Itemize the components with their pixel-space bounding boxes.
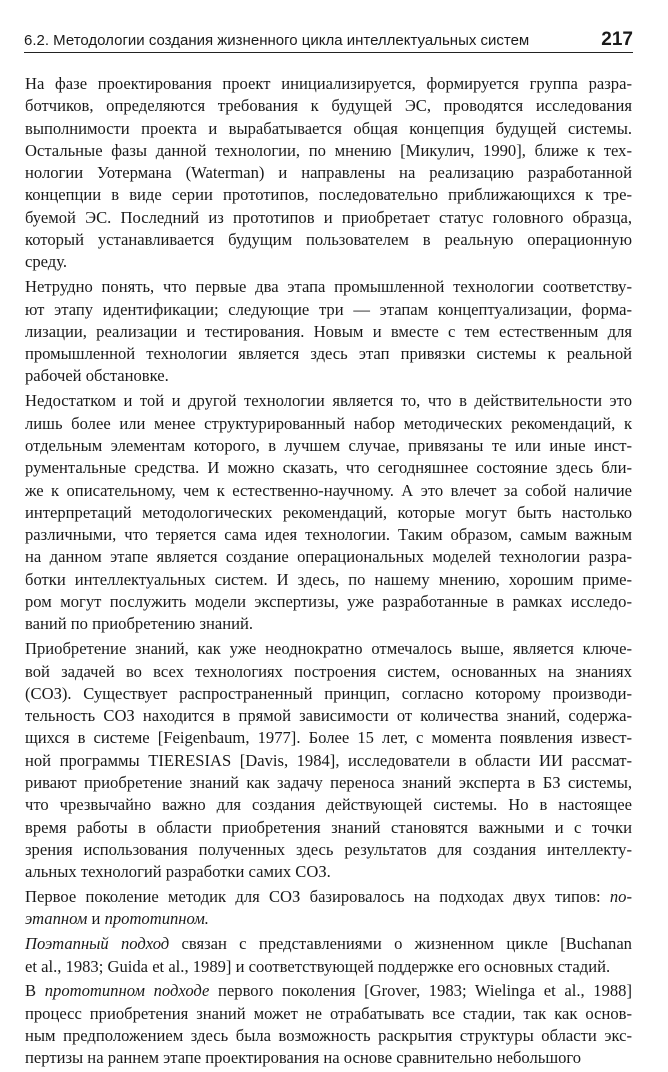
text-line: щихся в системе [Feigenbaum, 1977]. Более 15 лет, с момента появления извест- [25,728,632,748]
paragraph [25,276,632,387]
italic-term: прототипном. [104,909,209,929]
text-line: различными, что теряется сама идея технологии. Таким образом, самым важным [25,525,632,545]
text-line [25,933,632,955]
text-line: ваний по приобретению знаний. [25,614,254,634]
text-line: тельность СОЗ находится в прямой зависимости от количества знаний, содержа- [25,706,632,726]
text-line: ной программы TIERESIAS [Davis, 1984], исследователи в области ИИ рассмат- [25,750,632,770]
paragraph [25,638,632,883]
text-line: пертизы на раннем этапе проектирования на основе сравнительно небольшого [25,1048,582,1068]
text-segment: Первое поколение методик для СОЗ базировалось на подходах двух типов: [25,887,610,907]
text-line: вой задачей во всех технологиях построения систем, основанных на знаниях [25,661,632,681]
text-line: концепции в виде серии прототипов, последовательно приближающихся к тре- [25,185,632,205]
paragraph [25,933,632,978]
text-line [25,886,632,908]
text-segment: первого поколения [Grover, 1983; Wielinga et al., 1988] [209,981,632,1001]
italic-term: Поэтапный подход [25,934,170,954]
text-segment: В [25,981,45,1001]
paragraph [25,886,632,931]
text-line: ют этапу идентификации; следующие три — этапам концептуализации, форма- [25,299,632,319]
text-line: Приобретение знаний, как уже неоднократно отмечалось выше, является ключе- [25,639,632,659]
text-line: ботки интеллектуальных систем. И здесь, по нашему мнению, хорошим приме- [25,569,632,589]
text-line: же к описательному, чем к естественно-научному. А это влечет за собой наличие [25,480,632,500]
text-line: альных технологий разработки самих СОЗ. [25,862,331,882]
text-line: (СОЗ). Существует распространенный принцип, согласно которому производи- [25,683,632,703]
text-line: который устанавливается будущим пользователем в реальную операционную [25,230,632,250]
text-line: рументальные средства. И можно сказать, что сегодняшнее состояние здесь бли- [25,458,632,478]
text-line [25,908,632,930]
text-line: процесс приобретения знаний может не отрабатывать все стадии, так как основ- [25,1003,632,1023]
italic-term: этапном [25,909,88,929]
text-line: отдельным элементам которого, в лучшем случае, привязаны те или иные инст- [25,435,632,455]
text-line: среду. [25,252,68,272]
italic-term: по- [609,887,632,907]
running-title: 6.2. Методологии создания жизненного цикла интеллектуальных систем [24,32,530,49]
text-segment: и [87,909,105,929]
text-line: Недостатком и той и другой технологии является то, что в действительности это [25,391,632,411]
paragraph [25,390,632,635]
text-line: нологии Уотермана (Waterman) и направлены на реализацию разработанной [25,163,632,183]
text-line: промышленной технологии является здесь этап привязки системы к реальной [25,344,632,364]
text-line: Нетрудно понять, что первые два этапа промышленной технологии соответству- [25,277,632,297]
text-line: рабочей обстановке. [25,366,169,386]
text-line: et al., 1983; Guida et al., 1989] и соответствующей поддержке его основных стадий. [25,956,611,976]
text-line: лизации, реализации и тестирования. Новым и вместе с тем естественным для [25,321,632,341]
text-line: выполнимости проекта и вырабатывается общая концепция будущей системы. [25,118,632,138]
text-line: Остальные фазы данной технологии, по мнению [Микулич, 1990], ближе к тех- [25,140,632,160]
text-line: время работы в области приобретения знаний становятся важными и с точки [25,817,632,837]
text-line: ботчиков, определяются требования к будущей ЭС, проводятся исследования [25,96,632,116]
text-line: интерпретаций методологических рекомендаций, которые могут быть настолько [25,502,632,522]
text-line: лишь более или менее структурированный набор методических рекомендаций, к [25,413,632,433]
text-line: что чрезвычайно важно для создания действующей системы. Но в настоящее [25,795,632,815]
running-header [24,30,633,53]
text-line: ривают приобретение знаний как задачу переноса знаний эксперта в БЗ системы, [25,772,632,792]
text-line: зрения использования полученных здесь результатов для создания интеллекту- [25,839,632,859]
text-line: на данном этапе является создание операциональных моделей технологии разра- [25,547,632,567]
text-line [25,980,632,1002]
page-number: 217 [601,29,633,50]
body-text [25,73,632,1072]
text-line: ным предположением здесь была возможность раскрытия структуры области экс- [25,1026,632,1046]
text-line: буемой ЭС. Последний из прототипов и приобретает статус головного образца, [25,207,632,227]
paragraph [25,980,632,1069]
italic-term: прототипном подходе [44,981,210,1001]
text-line: На фазе проектирования проект инициализируется, формируется группа разра- [25,74,632,93]
text-line: ром могут послужить модели экспертизы, уже разработанные в рамках исследо- [25,592,632,612]
paragraph [25,73,632,274]
text-segment: связан с представлениями о жизненном цикле [Buchanan [169,934,632,954]
